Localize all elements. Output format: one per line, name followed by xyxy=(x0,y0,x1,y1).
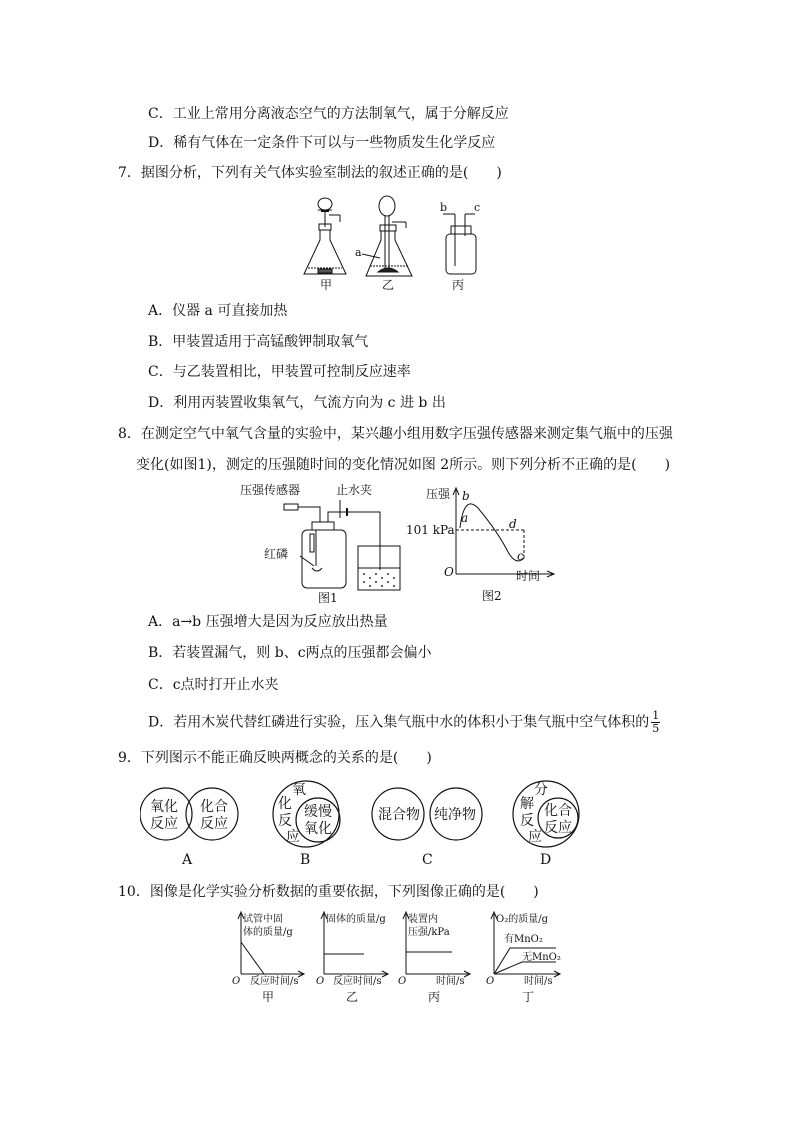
q8-option-d xyxy=(148,710,660,735)
q6-option-c: C．工业上常用分离液态空气的方法制氧气，属于分解反应 xyxy=(148,106,509,122)
bing-label: 丙 xyxy=(428,990,441,1004)
ding-label: 丁 xyxy=(522,990,535,1004)
label-bing: 丙 xyxy=(452,278,465,292)
b-outer-4: 应 xyxy=(286,829,300,845)
point-a: a xyxy=(461,511,469,525)
q10-stem: 10．图像是化学实验分析数据的重要依据，下列图像正确的是( ) xyxy=(118,884,539,900)
yi-origin: O xyxy=(316,976,325,987)
yi-ylabel: 固体的质量/g xyxy=(326,914,386,925)
label-b: b xyxy=(440,201,448,214)
fraction-numerator: 1 xyxy=(652,709,660,722)
b-inner-2: 氧化 xyxy=(304,821,332,837)
d-outer-3: 反 xyxy=(520,813,534,829)
label-phosphorus: 红磷 xyxy=(264,547,289,561)
jia-ylabel-1: 试管中固 xyxy=(243,914,283,925)
origin-o: O xyxy=(444,565,454,579)
q8-figure-1 xyxy=(240,482,410,604)
ref-101kpa: 101 kPa xyxy=(406,523,455,537)
q8-option-d-text: D．若用木炭代替红磷进行实验，压入集气瓶中水的体积小于集气瓶中空气体积的 xyxy=(148,714,650,731)
flask-jia xyxy=(304,198,346,274)
label-yi: 乙 xyxy=(382,278,395,292)
q10-graphs xyxy=(226,908,576,1008)
q7-option-b: B．甲装置适用于高锰酸钾制取氧气 xyxy=(148,334,369,350)
x-label: 时间 xyxy=(516,569,541,583)
bing-ylabel-1: 装置内 xyxy=(408,914,438,925)
ding-without-mno2: 无MnO₂ xyxy=(522,952,561,963)
q8-stem-line1: 8．在测定空气中氧气含量的实验中，某兴趣小组用数字压强传感器来测定集气瓶中的压强 xyxy=(118,426,673,442)
q8-option-c: C．c点时打开止水夹 xyxy=(148,677,279,693)
q8-figure-2 xyxy=(406,482,556,604)
label-c: c xyxy=(474,201,481,214)
label-A: A xyxy=(182,852,193,868)
jia-label: 甲 xyxy=(262,990,275,1004)
y-label: 压强 xyxy=(426,487,451,501)
q8-option-a: A．a→b 压强增大是因为反应放出热量 xyxy=(148,614,388,630)
b-inner-1: 缓慢 xyxy=(304,804,332,820)
d-outer-1: 分 xyxy=(534,782,548,798)
yi-label: 乙 xyxy=(346,990,359,1004)
label-sensor: 压强传感器 xyxy=(240,483,301,497)
jia-xlabel: 反应时间/s xyxy=(250,976,299,987)
flask-yi xyxy=(362,196,412,276)
q7-stem: 7．据图分析，下列有关气体实验室制法的叙述正确的是( ) xyxy=(118,165,502,181)
d-inner-1: 化合 xyxy=(544,803,572,819)
bing-ylabel-2: 压强/kPa xyxy=(408,927,450,938)
fraction-one-fifth xyxy=(651,710,660,735)
caption-fig2: 图2 xyxy=(482,589,502,603)
caption-fig1: 图1 xyxy=(318,591,338,604)
ding-ylabel: O₂的质量/g xyxy=(496,914,548,925)
a-right-line1: 化合 xyxy=(200,799,228,815)
q7-option-a: A．仪器 a 可直接加热 xyxy=(148,303,288,319)
q8-stem-line2: 变化(如图1)，测定的压强随时间的变化情况如图 2所示。则下列分析不正确的是( ) xyxy=(136,457,671,473)
d-outer-2: 解 xyxy=(520,796,534,812)
point-d: d xyxy=(509,517,517,531)
label-D: D xyxy=(540,852,552,868)
bing-xlabel: 时间/s xyxy=(436,976,465,987)
a-left-line2: 反应 xyxy=(150,816,178,832)
point-c: c xyxy=(517,549,524,563)
q9-diagrams xyxy=(140,778,590,870)
c-right: 纯净物 xyxy=(434,807,476,823)
label-jia: 甲 xyxy=(320,278,333,292)
a-right-line2: 反应 xyxy=(200,816,228,832)
yi-xlabel: 反应时间/s xyxy=(333,976,382,987)
b-outer-3: 反 xyxy=(278,813,292,829)
label-C: C xyxy=(422,852,433,868)
q6-option-d: D．稀有气体在一定条件下可以与一些物质发生化学反应 xyxy=(148,135,496,151)
q9-stem: 9．下列图示不能正确反映两概念的关系的是( ) xyxy=(118,750,432,766)
fraction-denominator: 5 xyxy=(652,722,660,735)
label-a: a xyxy=(355,246,362,259)
ding-with-mno2: 有MnO₂ xyxy=(504,934,543,945)
point-b: b xyxy=(462,489,470,503)
d-inner-2: 反应 xyxy=(544,820,572,836)
q7-apparatus-figure xyxy=(300,192,500,292)
q8-option-b: B．若装置漏气，则 b、c两点的压强都会偏小 xyxy=(148,645,432,661)
bing-origin: O xyxy=(398,976,407,987)
jia-origin: O xyxy=(232,976,241,987)
a-left-line1: 氧化 xyxy=(150,799,178,815)
b-outer-2: 化 xyxy=(278,796,292,812)
d-outer-4: 应 xyxy=(528,829,542,845)
label-clamp: 止水夹 xyxy=(336,483,373,497)
jia-ylabel-2: 体的质量/g xyxy=(243,927,293,938)
c-left: 混合物 xyxy=(378,807,420,823)
q7-option-c: C．与乙装置相比，甲装置可控制反应速率 xyxy=(148,364,411,380)
ding-xlabel: 时间/s xyxy=(524,976,553,987)
b-outer-1: 氧 xyxy=(292,782,306,798)
q7-option-d: D．利用丙装置收集氧气，气流方向为 c 进 b 出 xyxy=(148,395,446,411)
bottle-bing xyxy=(443,214,476,274)
ding-origin: O xyxy=(486,976,495,987)
label-B: B xyxy=(300,852,311,868)
